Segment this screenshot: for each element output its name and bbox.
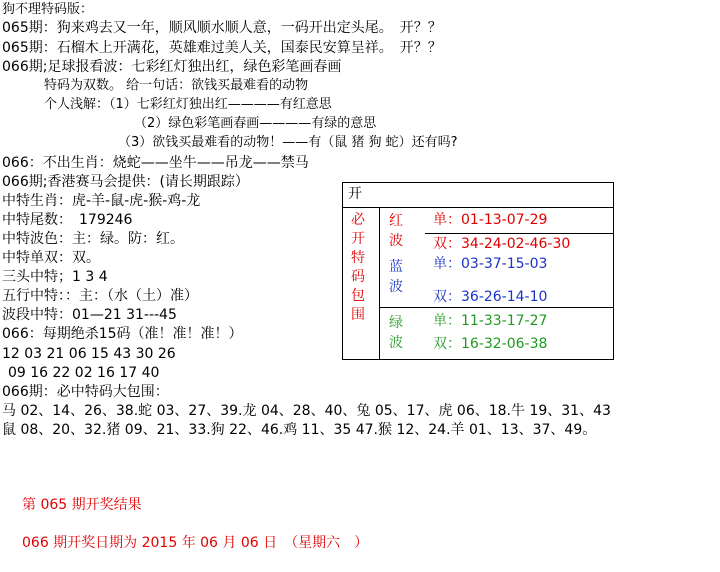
line-065-b: 065期：石榴木上开满花，英雄难过美人关，国泰民安算呈祥。 开？？ [2,40,442,56]
line-special-even: 特码为双数。 给一句话：欲钱买最难看的动物 [44,78,309,93]
line-must-hit: 066期：必中特码大包围： [2,384,169,400]
line-tail: 中特尾数： 179246 [2,212,133,228]
box-header: 开 [348,186,362,202]
blue-single: 单：03-37-15-03 [433,256,548,272]
line-hk-jockey: 066期;香港赛马会提供：(请长期跟踪） [2,174,249,190]
green-wave-label: 绿波 [389,315,403,351]
page-title: 狗不理特码版： [2,2,94,17]
green-single: 单：11-33-17-27 [433,313,548,329]
red-single: 单：01-13-07-29 [433,212,548,228]
line-five-elements: 五行中特：：主：（水（土）准） [2,288,198,304]
line-wave-range: 波段中特：01—21 31---45 [2,307,177,323]
line-three-head: 三头中特；1 3 4 [2,269,108,285]
green-double: 双：16-32-06-38 [433,336,548,352]
blue-double: 双：36-26-14-10 [433,289,548,305]
red-wave-label: 红波 [389,213,403,249]
result-heading: 第 065 期开奖结果 [22,497,142,513]
line-single-double: 中特单双：双。 [2,250,100,266]
line-066-football: 066期;足球报看波：七彩红灯独出红，绿色彩笔画春画 [2,59,342,75]
line-interpret-2: （2）绿色彩笔画春画————有绿的意思 [134,116,377,131]
box-vertical-label: 必开特码包围 [351,212,365,323]
line-zodiac-numbers-1: 马 02、14、26、38.蛇 03、27、39.龙 04、28、40、兔 05、17、虎 06、18.牛 19、31、43 [2,403,611,419]
line-zodiac: 中特生肖：虎-羊-鼠-虎-猴-鸡-龙 [2,193,201,209]
line-kill-numbers-2: 09 16 22 02 16 17 40 [8,365,160,381]
red-double: 双：34-24-02-46-30 [433,236,571,252]
must-open-box [342,182,614,360]
next-draw-date: 066 期开奖日期为 2015 年 06 月 06 日 （星期六 ） [22,535,369,551]
line-no-zodiac: 066：不出生肖：烧蛇——坐牛——吊龙——禁马 [2,155,309,171]
line-zodiac-numbers-2: 鼠 08、20、32.猪 09、21、33.狗 22、46.鸡 11、35 47.猴 12、24.羊 01、13、37、49。 [2,422,597,438]
line-interpret-1: 个人浅解：（1）七彩红灯独出红————有红意思 [44,97,332,112]
line-065-a: 065期：狗来鸡去又一年，顺风顺水顺人意，一码开出定头尾。 开？？ [2,20,442,36]
line-kill-15: 066：每期绝杀15码（准！准！准！） [2,326,243,342]
blue-wave-label: 蓝波 [389,259,403,295]
line-interpret-3: （3）欲钱买最难看的动物！——有（鼠 猪 狗 蛇）还有吗? [118,135,458,150]
line-wave-color: 中特波色：主：绿。防：红。 [2,231,184,247]
line-kill-numbers-1: 12 03 21 06 15 43 30 26 [2,346,176,362]
